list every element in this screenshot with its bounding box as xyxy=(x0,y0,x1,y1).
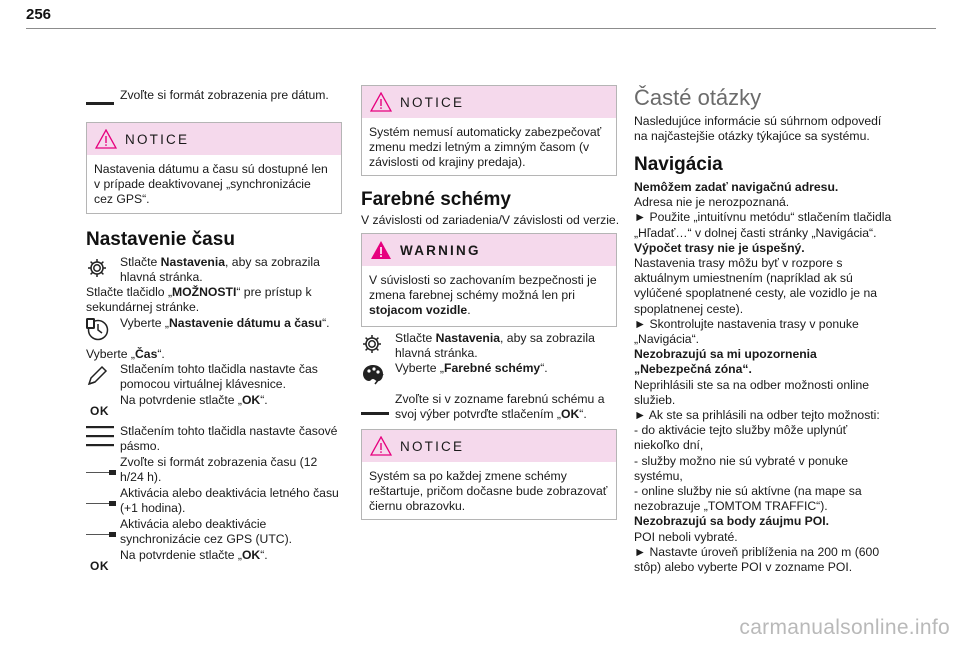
toggle-line-icon xyxy=(86,527,116,542)
clock-icon xyxy=(86,318,110,346)
warning-body: V súvislosti so zachovaním bezpečnosti je zmena farebnej schémy možná len pri stojacom vozidle. xyxy=(369,273,597,318)
notice-body: Systém sa po každej zmene schémy reštartuje, pričom dočasne bude zobrazovať čiernu obrazovku. xyxy=(369,469,608,514)
step-text: Aktivácia alebo deaktivácie synchronizácie cez GPS (UTC). xyxy=(120,517,293,547)
step-text: Na potvrdenie stlačte „OK“. xyxy=(120,548,268,562)
select-time-line: Vyberte „Čas“. xyxy=(86,347,165,361)
step-text: Stlačením tohto tlačidla nastavte časové pásmo. xyxy=(120,424,338,454)
notice-header xyxy=(362,430,616,462)
notice-title: NOTICE xyxy=(125,132,190,147)
faq-answer-line: ► Nastavte úroveň priblíženia na 200 m (600 stôp) alebo vyberte POI v zozname POI. xyxy=(634,544,880,575)
section-heading-navigation: Navigácia xyxy=(634,154,723,175)
bar-line-icon xyxy=(361,406,389,421)
faq-answer-line: Adresa nie je nerozpoznaná. xyxy=(634,195,790,210)
palette-icon xyxy=(361,362,385,390)
faq-answer-line: - služby možno nie sú vybraté v ponuke systému, xyxy=(634,453,849,483)
step-text: Stlačte Nastavenia, aby sa zobrazila hlavná stránka. xyxy=(120,255,320,285)
faq-answer-line: - do aktivácie tejto služby môže uplynúť niekoľko dní, xyxy=(634,423,848,453)
step-text: Zvoľte si v zozname farebnú schému a svoj výber potvrďte stlačením „OK“. xyxy=(395,392,605,422)
bar-line-icon xyxy=(86,96,114,111)
toggle-line-icon xyxy=(86,496,116,511)
notice-header xyxy=(87,123,341,155)
faq-question: Nezobrazujú sa body záujmu POI. xyxy=(634,514,830,529)
faq-answer-line: ► Použite „intuitívnu metódu“ stlačením tlačidla „Hľadať…“ v dolnej časti stránky „Navigácia“. xyxy=(634,210,892,240)
faq-question: Nezobrazujú sa mi upozornenia „Nebezpečná zóna“. xyxy=(634,347,817,377)
warning-triangle-icon xyxy=(370,436,392,460)
toggle-line-icon xyxy=(86,465,116,480)
step-text: Stlačte Nastavenia, aby sa zobrazila hlavná stránka. xyxy=(395,331,595,361)
faq-intro: Nasledujúce informácie sú súhrnom odpovedí na najčastejšie otázky týkajúce sa systému. xyxy=(634,114,882,144)
options-line: Stlačte tlačidlo „MOŽNOSTI“ pre prístup k sekundárnej stránke. xyxy=(86,285,312,315)
faq-answer-line: POI neboli vybraté. xyxy=(634,529,738,544)
ok-icon: OK xyxy=(90,404,109,418)
notice-title: NOTICE xyxy=(400,95,465,110)
step-text: Stlačením tohto tlačidla nastavte čas pomocou virtuálnej klávesnice. xyxy=(120,362,318,392)
step-text: Zvoľte si formát zobrazenia času (12 h/24 h). xyxy=(120,455,318,485)
faq-answer-line: ► Ak ste sa prihlásili na odber tejto možnosti: xyxy=(634,408,880,423)
top-divider xyxy=(26,28,936,29)
faq-answer-line: ► Skontrolujte nastavenia trasy v ponuke „Navigácia“. xyxy=(634,316,859,347)
section-heading-color-schemes: Farebné schémy xyxy=(361,189,511,210)
step-text: Vyberte „Nastavenie dátumu a času“. xyxy=(120,316,330,330)
step-text: Na potvrdenie stlačte „OK“. xyxy=(120,393,268,407)
notice-box-restart xyxy=(361,429,617,520)
notice-title: NOTICE xyxy=(400,439,465,454)
notice-box-dst xyxy=(361,85,617,176)
schemes-intro: V závislosti od zariadenia/V závislosti od verzie. xyxy=(361,213,620,227)
pencil-icon xyxy=(86,365,108,391)
warning-box xyxy=(361,233,617,327)
faq-answer-line: Nastavenia trasy môžu byť v rozpore s aktuálnym umiestnením (napríklad ak sú vylúčené spoplatnené cesty, ale vozidlo je na spoplatnenej ceste). xyxy=(634,256,877,316)
warning-triangle-icon xyxy=(95,129,117,153)
faq-question: Výpočet trasy nie je úspešný. xyxy=(634,240,805,255)
gear-icon xyxy=(361,333,383,359)
page-number: 256 xyxy=(26,6,52,23)
faq-question: Nemôžem zadať navigačnú adresu. xyxy=(634,180,839,194)
faq-answer-line: Neprihlásili ste sa na odber možnosti online služieb. xyxy=(634,377,870,407)
list-lines-icon xyxy=(86,424,114,454)
warning-header xyxy=(362,234,616,266)
ok-icon: OK xyxy=(90,559,109,573)
notice-body: Nastavenia dátumu a času sú dostupné len v prípade deaktivovanej „synchronizácie cez GPS“. xyxy=(94,162,328,207)
navigation-faq-list xyxy=(634,180,896,575)
step-text: Aktivácia alebo deaktivácia letného času (+1 hodina). xyxy=(120,486,339,516)
gear-icon xyxy=(86,257,108,283)
notice-box-date xyxy=(86,122,342,214)
step-text: Vyberte „Farebné schémy“. xyxy=(395,361,548,375)
watermark: carmanualsonline.info xyxy=(739,616,950,639)
notice-header xyxy=(362,86,616,118)
warning-filled-triangle-icon xyxy=(370,240,392,264)
section-heading-faq: Časté otázky xyxy=(634,85,762,110)
warning-title: WARNING xyxy=(400,243,481,258)
notice-body: Systém nemusí automaticky zabezpečovať zmenu medzi letným a zimným časom (v závislosti od krajiny predaja). xyxy=(369,125,602,170)
section-heading-time: Nastavenie času xyxy=(86,229,235,250)
warning-triangle-icon xyxy=(370,92,392,116)
faq-answer-line: - online služby nie sú aktívne (na mape sa nezobrazuje „TOMTOM TRAFFIC“). xyxy=(634,484,862,514)
